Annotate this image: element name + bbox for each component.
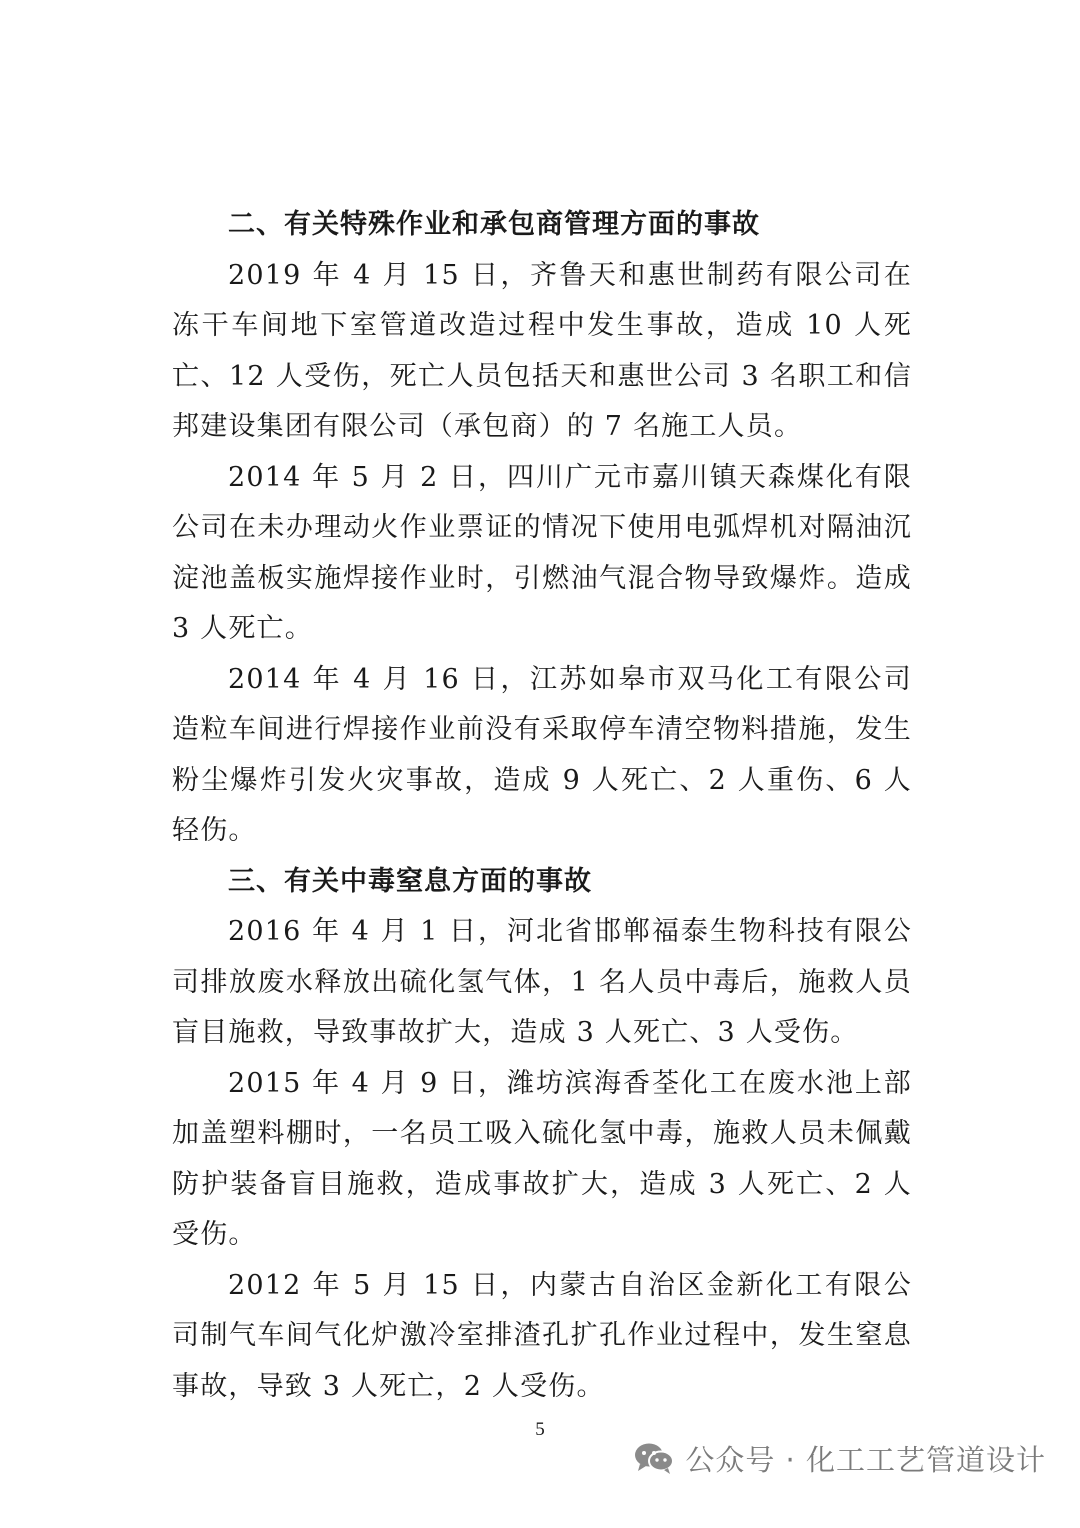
paragraph-2016-futai: 2016 年 4 月 1 日，河北省邯郸福泰生物科技有限公司排放废水释放出硫化氢气体，1 名人员中毒后，施救人员盲目施救，导致事故扩大，造成 3 人死亡、3 人受伤。 [172,916,912,1048]
paragraph-2012-jinxin: 2012 年 5 月 15 日，内蒙古自治区金新化工有限公司制气车间气化炉激冷室排渣孔扩孔作业过程中，发生窒息事故，导致 3 人死亡，2 人受伤。 [172,1269,912,1402]
paragraph-2019-qilu: 2019 年 4 月 15 日，齐鲁天和惠世制药有限公司在冻干车间地下室管道改造过程中发生事故，造成 10 人死亡、12 人受伤，死亡人员包括天和惠世公司 3 名职工和信邦建设集团有限公司（承包商）的 7 名施工人员。 [172,259,912,442]
paragraph-2014-tiansen: 2014 年 5 月 2 日，四川广元市嘉川镇天森煤化有限公司在未办理动火作业票证的情况下使用电弧焊机对隔油沉淀池盖板实施焊接作业时，引燃油气混合物导致爆炸。造成 3 人死亡。 [172,461,912,644]
section-heading-poisoning-asphyxiation: 三、有关中毒窒息方面的事故 [228,865,592,897]
paragraph-2015-xiangquan: 2015 年 4 月 9 日，潍坊滨海香荃化工在废水池上部加盖塑料棚时，一名员工吸入硫化氢中毒，施救人员未佩戴防护装备盲目施救，造成事故扩大，造成 3 人死亡、2 人受伤。 [172,1067,912,1250]
wechat-icon [633,1440,675,1476]
section-heading-special-operations: 二、有关特殊作业和承包商管理方面的事故 [228,209,760,240]
paragraph-2014-shuangma: 2014 年 4 月 16 日，江苏如皋市双马化工有限公司造粒车间进行焊接作业前没有采取停车清空物料措施，发生粉尘爆炸引发火灾事故，造成 9 人死亡、2 人重伤、6 人轻伤。 [172,663,912,846]
page-number: 5 [535,1419,545,1440]
watermark-text: 公众号 · 化工工艺管道设计 [685,1442,1046,1477]
document-body [172,200,912,1412]
watermark [633,1436,1046,1480]
